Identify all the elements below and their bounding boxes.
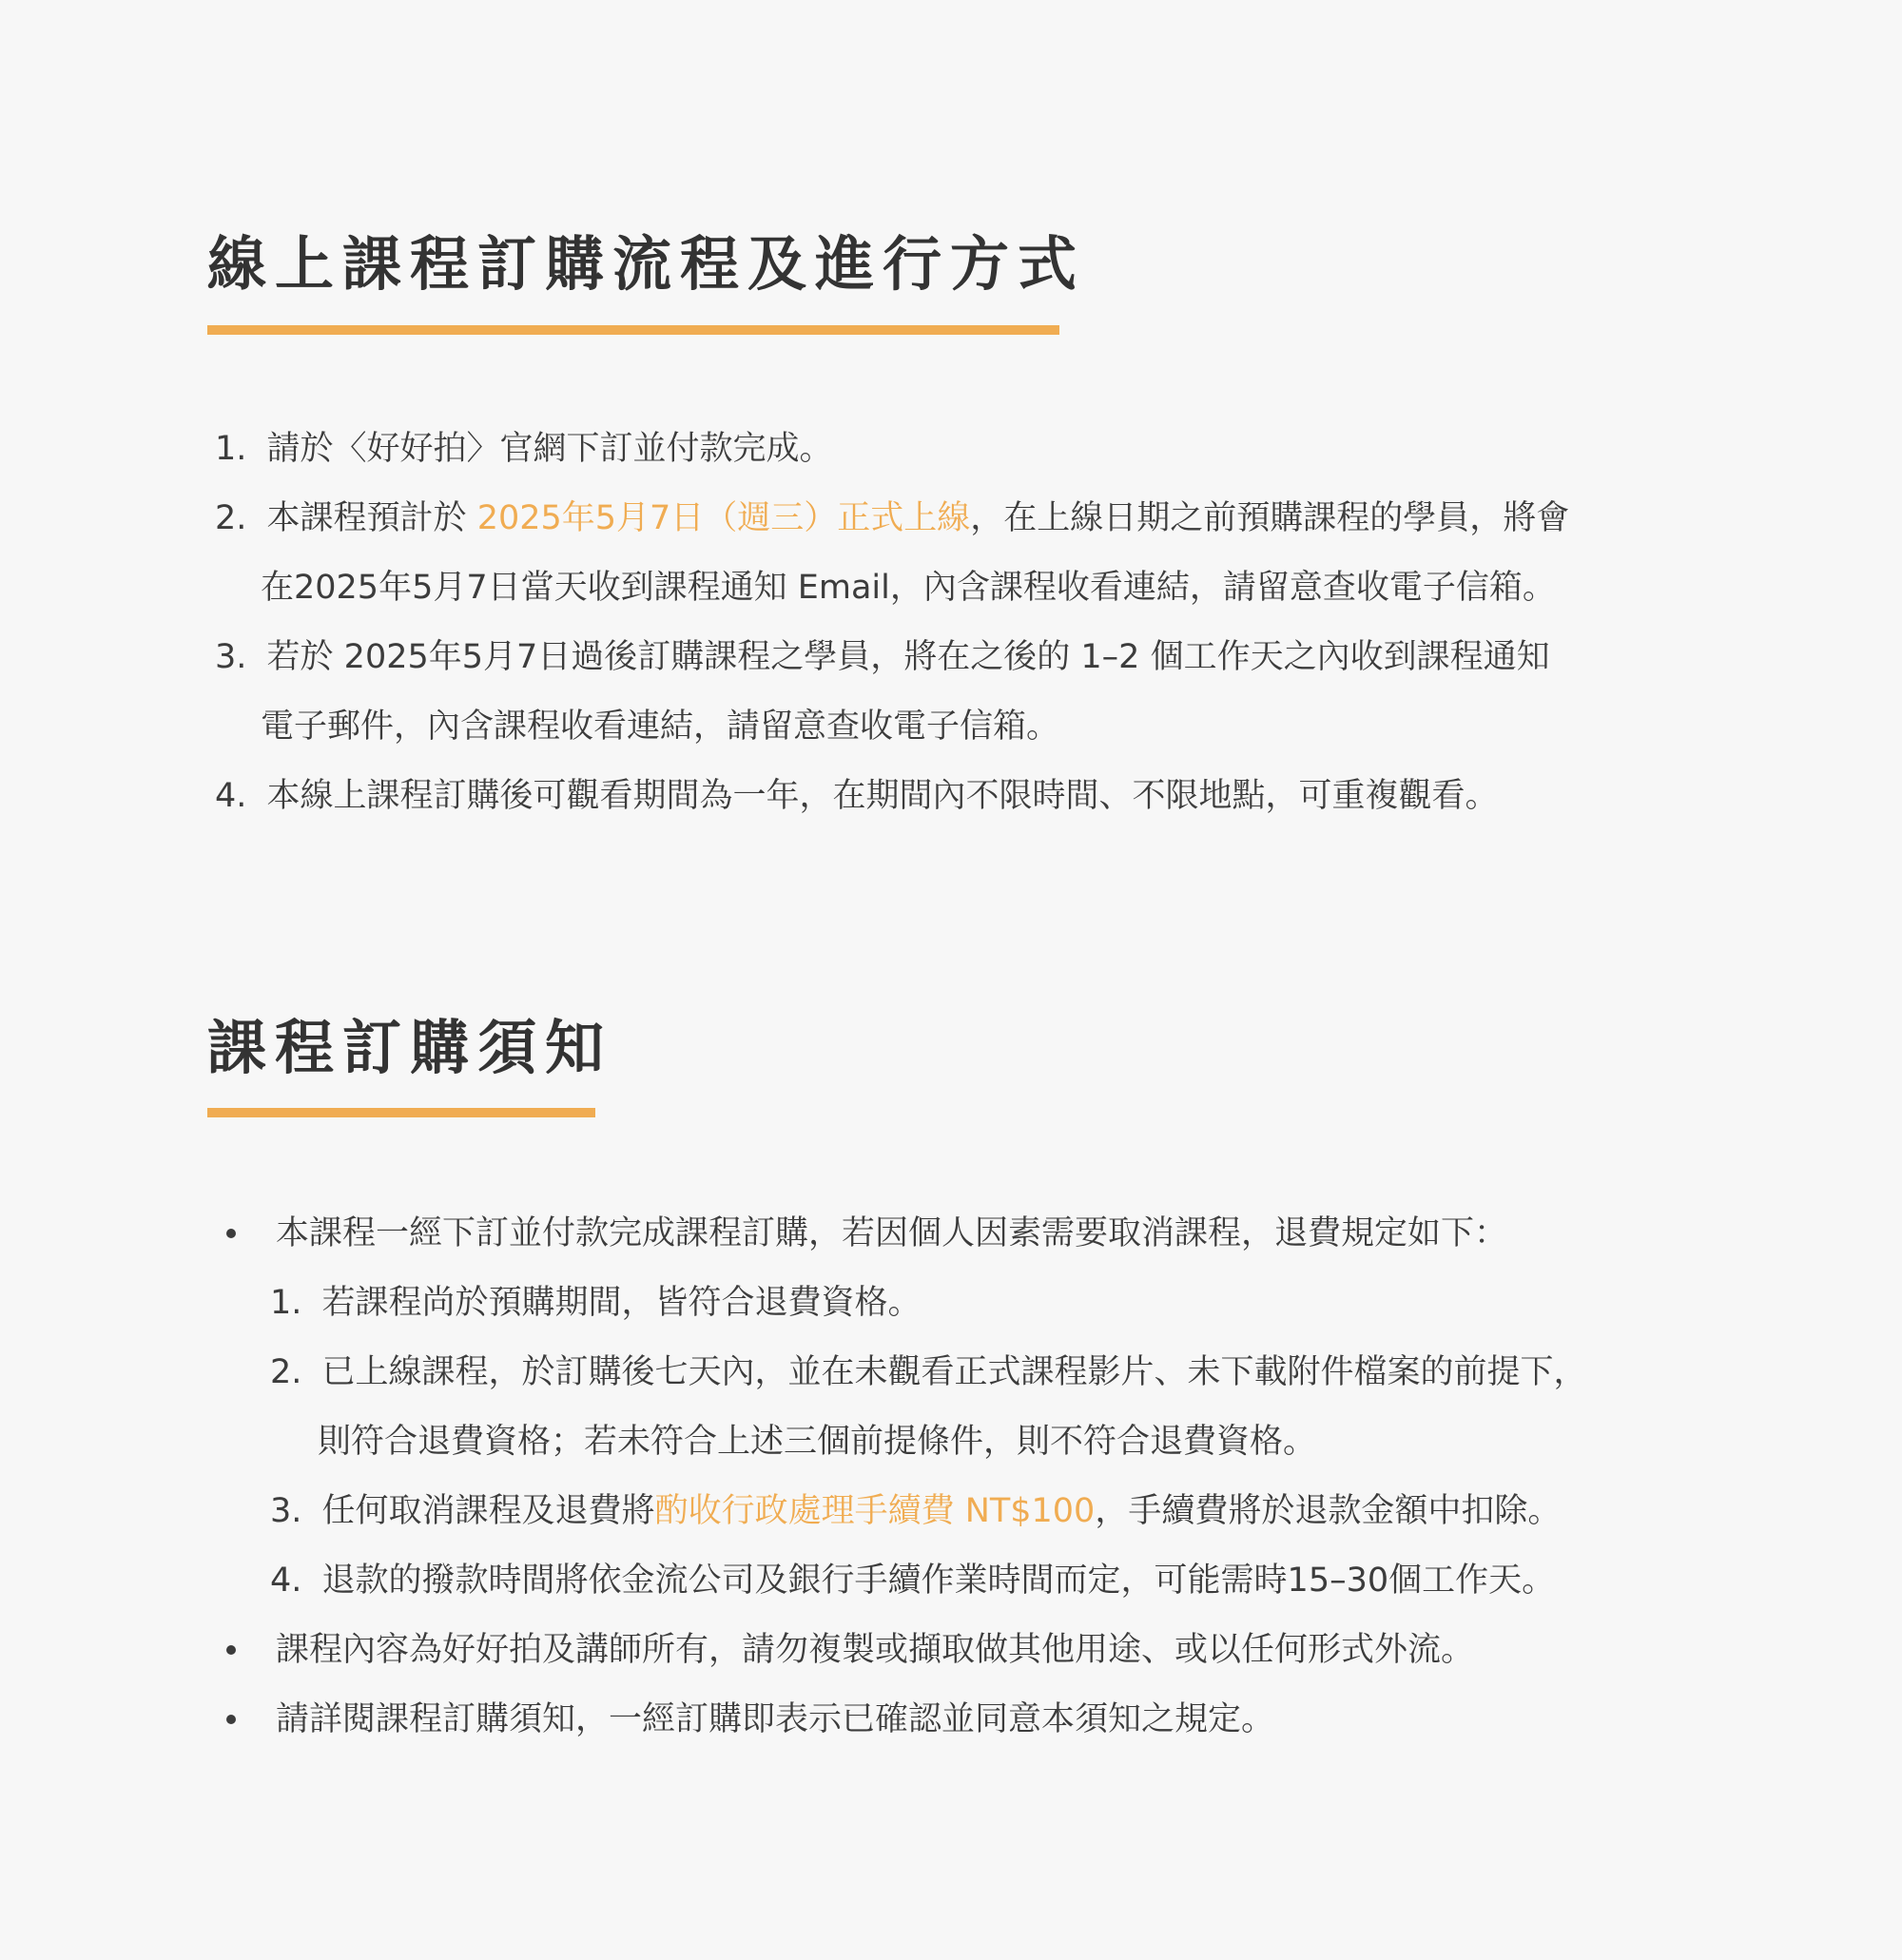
list-text: 若於 2025年5月7日過後訂購課程之學員，將在之後的 1–2 個工作天之內收到課程通知: [266, 638, 1550, 676]
bullet-dot: [226, 1715, 236, 1724]
list-item-continuation: [261, 565, 1556, 611]
section-title-purchase-notice: 課程訂購須知: [207, 1013, 613, 1082]
list-text: 則符合退費資格；若未符合上述三個前提條件，則不符合退費資格。: [318, 1423, 1317, 1461]
list-number: 3.: [270, 1492, 302, 1530]
list-item: [215, 634, 1550, 680]
list-text: 本線上課程訂購後可觀看期間為一年，在期間內不限時間、不限地點，可重複觀看。: [266, 777, 1499, 815]
highlight-handling-fee: 酌收行政處理手續費 NT$100: [654, 1492, 1096, 1530]
highlight-launch-date: 2025年5月7日（週三）正式上線: [476, 499, 971, 537]
bullet-text: 請詳閱課程訂購須知，一經訂購即表示已確認並同意本須知之規定。: [276, 1700, 1275, 1738]
title-underline: [207, 325, 1059, 335]
title-underline: [207, 1108, 595, 1117]
list-number: 4.: [270, 1562, 302, 1600]
bullet-item-copyright: [276, 1627, 1474, 1673]
list-text: 電子郵件，內含課程收看連結，請留意查收電子信箱。: [261, 708, 1060, 746]
list-item-continuation: [261, 704, 1059, 749]
list-number: 1.: [215, 430, 247, 468]
sub-list-item: [270, 1349, 1587, 1395]
list-text: 在2025年5月7日當天收到課程通知 Email，內含課程收看連結，請留意查收電子信箱。: [261, 569, 1556, 607]
list-text: 退款的撥款時間將依金流公司及銀行手續作業時間而定，可能需時15–30個工作天。: [321, 1562, 1556, 1600]
sub-list-item: [270, 1280, 922, 1326]
list-text: 任何取消課程及退費將: [321, 1492, 655, 1530]
list-item: [215, 495, 1569, 541]
list-number: 1.: [270, 1284, 302, 1322]
bullet-item-refund-policy: [276, 1211, 1507, 1256]
list-text: ，手續費將於退款金額中扣除。: [1095, 1492, 1562, 1530]
list-text: 本課程預計於: [266, 499, 477, 537]
section-title-ordering-process: 線上課程訂購流程及進行方式: [207, 229, 1086, 299]
list-text: 已上線課程，於訂購後七天內，並在未觀看正式課程影片、未下載附件檔案的前提下，: [321, 1353, 1587, 1391]
bullet-dot: [226, 1229, 236, 1238]
sub-list-item-continuation: [318, 1419, 1316, 1465]
bullet-text: 課程內容為好好拍及講師所有，請勿複製或擷取做其他用途、或以任何形式外流。: [276, 1631, 1475, 1669]
sub-list-item: [270, 1558, 1555, 1603]
sub-list-item: [270, 1488, 1561, 1534]
list-number: 3.: [215, 638, 247, 676]
bullet-item-agreement: [276, 1697, 1274, 1742]
list-text: 若課程尚於預購期間，皆符合退費資格。: [321, 1284, 922, 1322]
list-item: [215, 773, 1499, 819]
list-text: ，在上線日期之前預購課程的學員，將會: [970, 499, 1570, 537]
bullet-dot: [226, 1645, 236, 1655]
list-text: 請於〈好好拍〉官網下訂並付款完成。: [266, 430, 833, 468]
list-item: [215, 426, 833, 472]
bullet-text: 本課程一經下訂並付款完成課程訂購，若因個人因素需要取消課程，退費規定如下：: [276, 1214, 1508, 1252]
list-number: 2.: [270, 1353, 302, 1391]
list-number: 4.: [215, 777, 247, 815]
list-number: 2.: [215, 499, 247, 537]
